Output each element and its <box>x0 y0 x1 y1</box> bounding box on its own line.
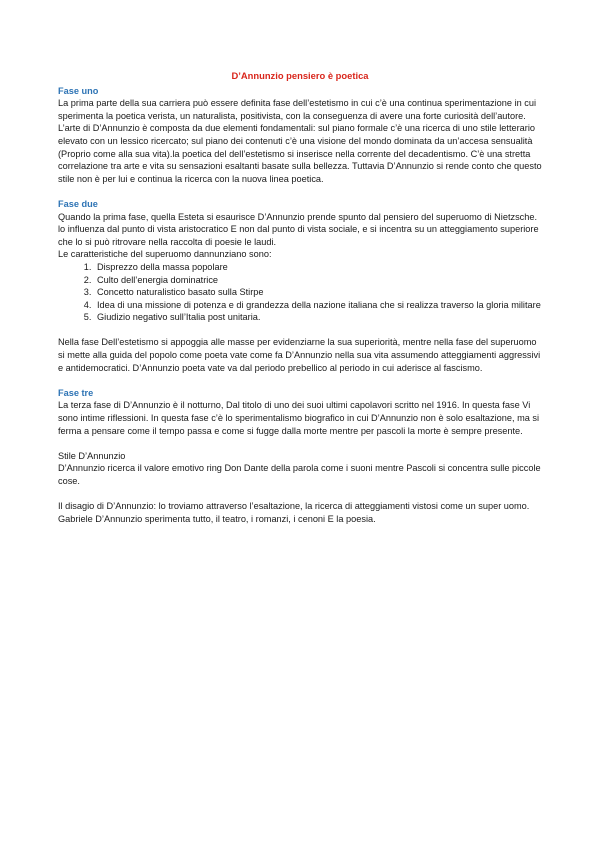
list-item: 3. Concetto naturalistico basato sulla Stirpe <box>94 286 542 299</box>
superuomo-characteristics-list <box>58 261 542 324</box>
spacer <box>58 437 542 450</box>
paragraph-fase-uno: La prima parte della sua carriera può essere definita fase dell’estetismo in cui c’è una continua sperimentazione in cui sperimenta la poetica verista, un naturalista, positivista, con la conseguenza di avere una forte curiosità dell’autore. L’arte di D’Annunzio è composta da due elementi fondamentali: sul piano formale c’è una ricerca di uno stile letterario elevato con un lessico ricercato; sul piano dei contenuti c’è una visione del mondo dominata da un’accesa sensualità (Proprio come alla sua vita).la poetica del dell’estetismo si inserisce nella corrente del decadentismo. C’è una stretta correlazione tra arte e vita su sensazioni esaltanti basate sulla bellezza. Tuttavia D’Annunzio si rende conto che questo stile non è per lui e continua la ricerca con la nuova linea poetica. <box>58 98 542 184</box>
heading-stile: Stile D’Annunzio <box>58 450 126 461</box>
heading-fase-due: Fase due <box>58 198 98 209</box>
list-item: 1. Disprezzo della massa popolare <box>94 261 542 274</box>
spacer <box>58 374 542 387</box>
heading-fase-tre: Fase tre <box>58 387 94 398</box>
paragraph-fase-due-after: Nella fase Dell’estetismo si appoggia alle masse per evidenziarne la sua superiorità, mentre nella fase del superuomo si mette alla guida del popolo come poeta vate come fa D’Annunzio nella sua vita assumendo atteggiamenti aggressivi e antidemocratici. D’Annunzio poeta vate va dal periodo prebellico al periodo in cui aderisce al fascismo. <box>58 337 541 373</box>
paragraph-fase-due: Quando la prima fase, quella Esteta si esaurisce D’Annunzio prende spunto dal pensiero del superuomo di Nietzsche. lo influenza dal punto di vista aristocratico E non dal punto di vista sociale, e si incentra su un atteggiamento superiore che lo si può ritrovare nella raccolta di poesie le laudi. <box>58 211 539 247</box>
list-item: 5. Giudizio negativo sull’Italia post unitaria. <box>94 311 542 324</box>
document-title: D’Annunzio pensiero è poetica <box>231 70 369 81</box>
spacer <box>58 488 542 501</box>
list-intro: Le caratteristiche del superuomo dannunziano sono: <box>58 249 272 260</box>
paragraph-stile: D’Annunzio ricerca il valore emotivo ring Don Dante della parola come i suoni mentre Pascoli si concentra sulle piccole cose. <box>58 463 541 486</box>
list-item: 2. Culto dell’energia dominatrice <box>94 274 542 287</box>
paragraph-fase-tre: La terza fase di D’Annunzio è il notturno, Dal titolo di uno dei suoi ultimi capolavori scritto nel 1916. In questa fase Vi sono intime riflessioni. In questa fase c’è lo sperimentalismo biografico in cui D’Annunzio non è solo esaltazione, ma si ferma a pensare come il tempo passa e come si fugge dalla morte mentre per pascoli la morte è sempre presente. <box>58 400 540 436</box>
spacer <box>58 324 542 337</box>
spacer <box>58 185 542 198</box>
paragraph-disagio: Il disagio di D’Annunzio: lo troviamo attraverso l’esaltazione, la ricerca di atteggiamenti vistosi come un super uomo. Gabriele D’Annunzio sperimenta tutto, il teatro, i romanzi, i cenoni E la poesia. <box>58 501 530 524</box>
document-page <box>58 70 542 525</box>
list-item: 4. Idea di una missione di potenza e di grandezza della nazione italiana che si realizza traverso la gloria militare <box>94 299 542 312</box>
heading-fase-uno: Fase uno <box>58 85 99 96</box>
